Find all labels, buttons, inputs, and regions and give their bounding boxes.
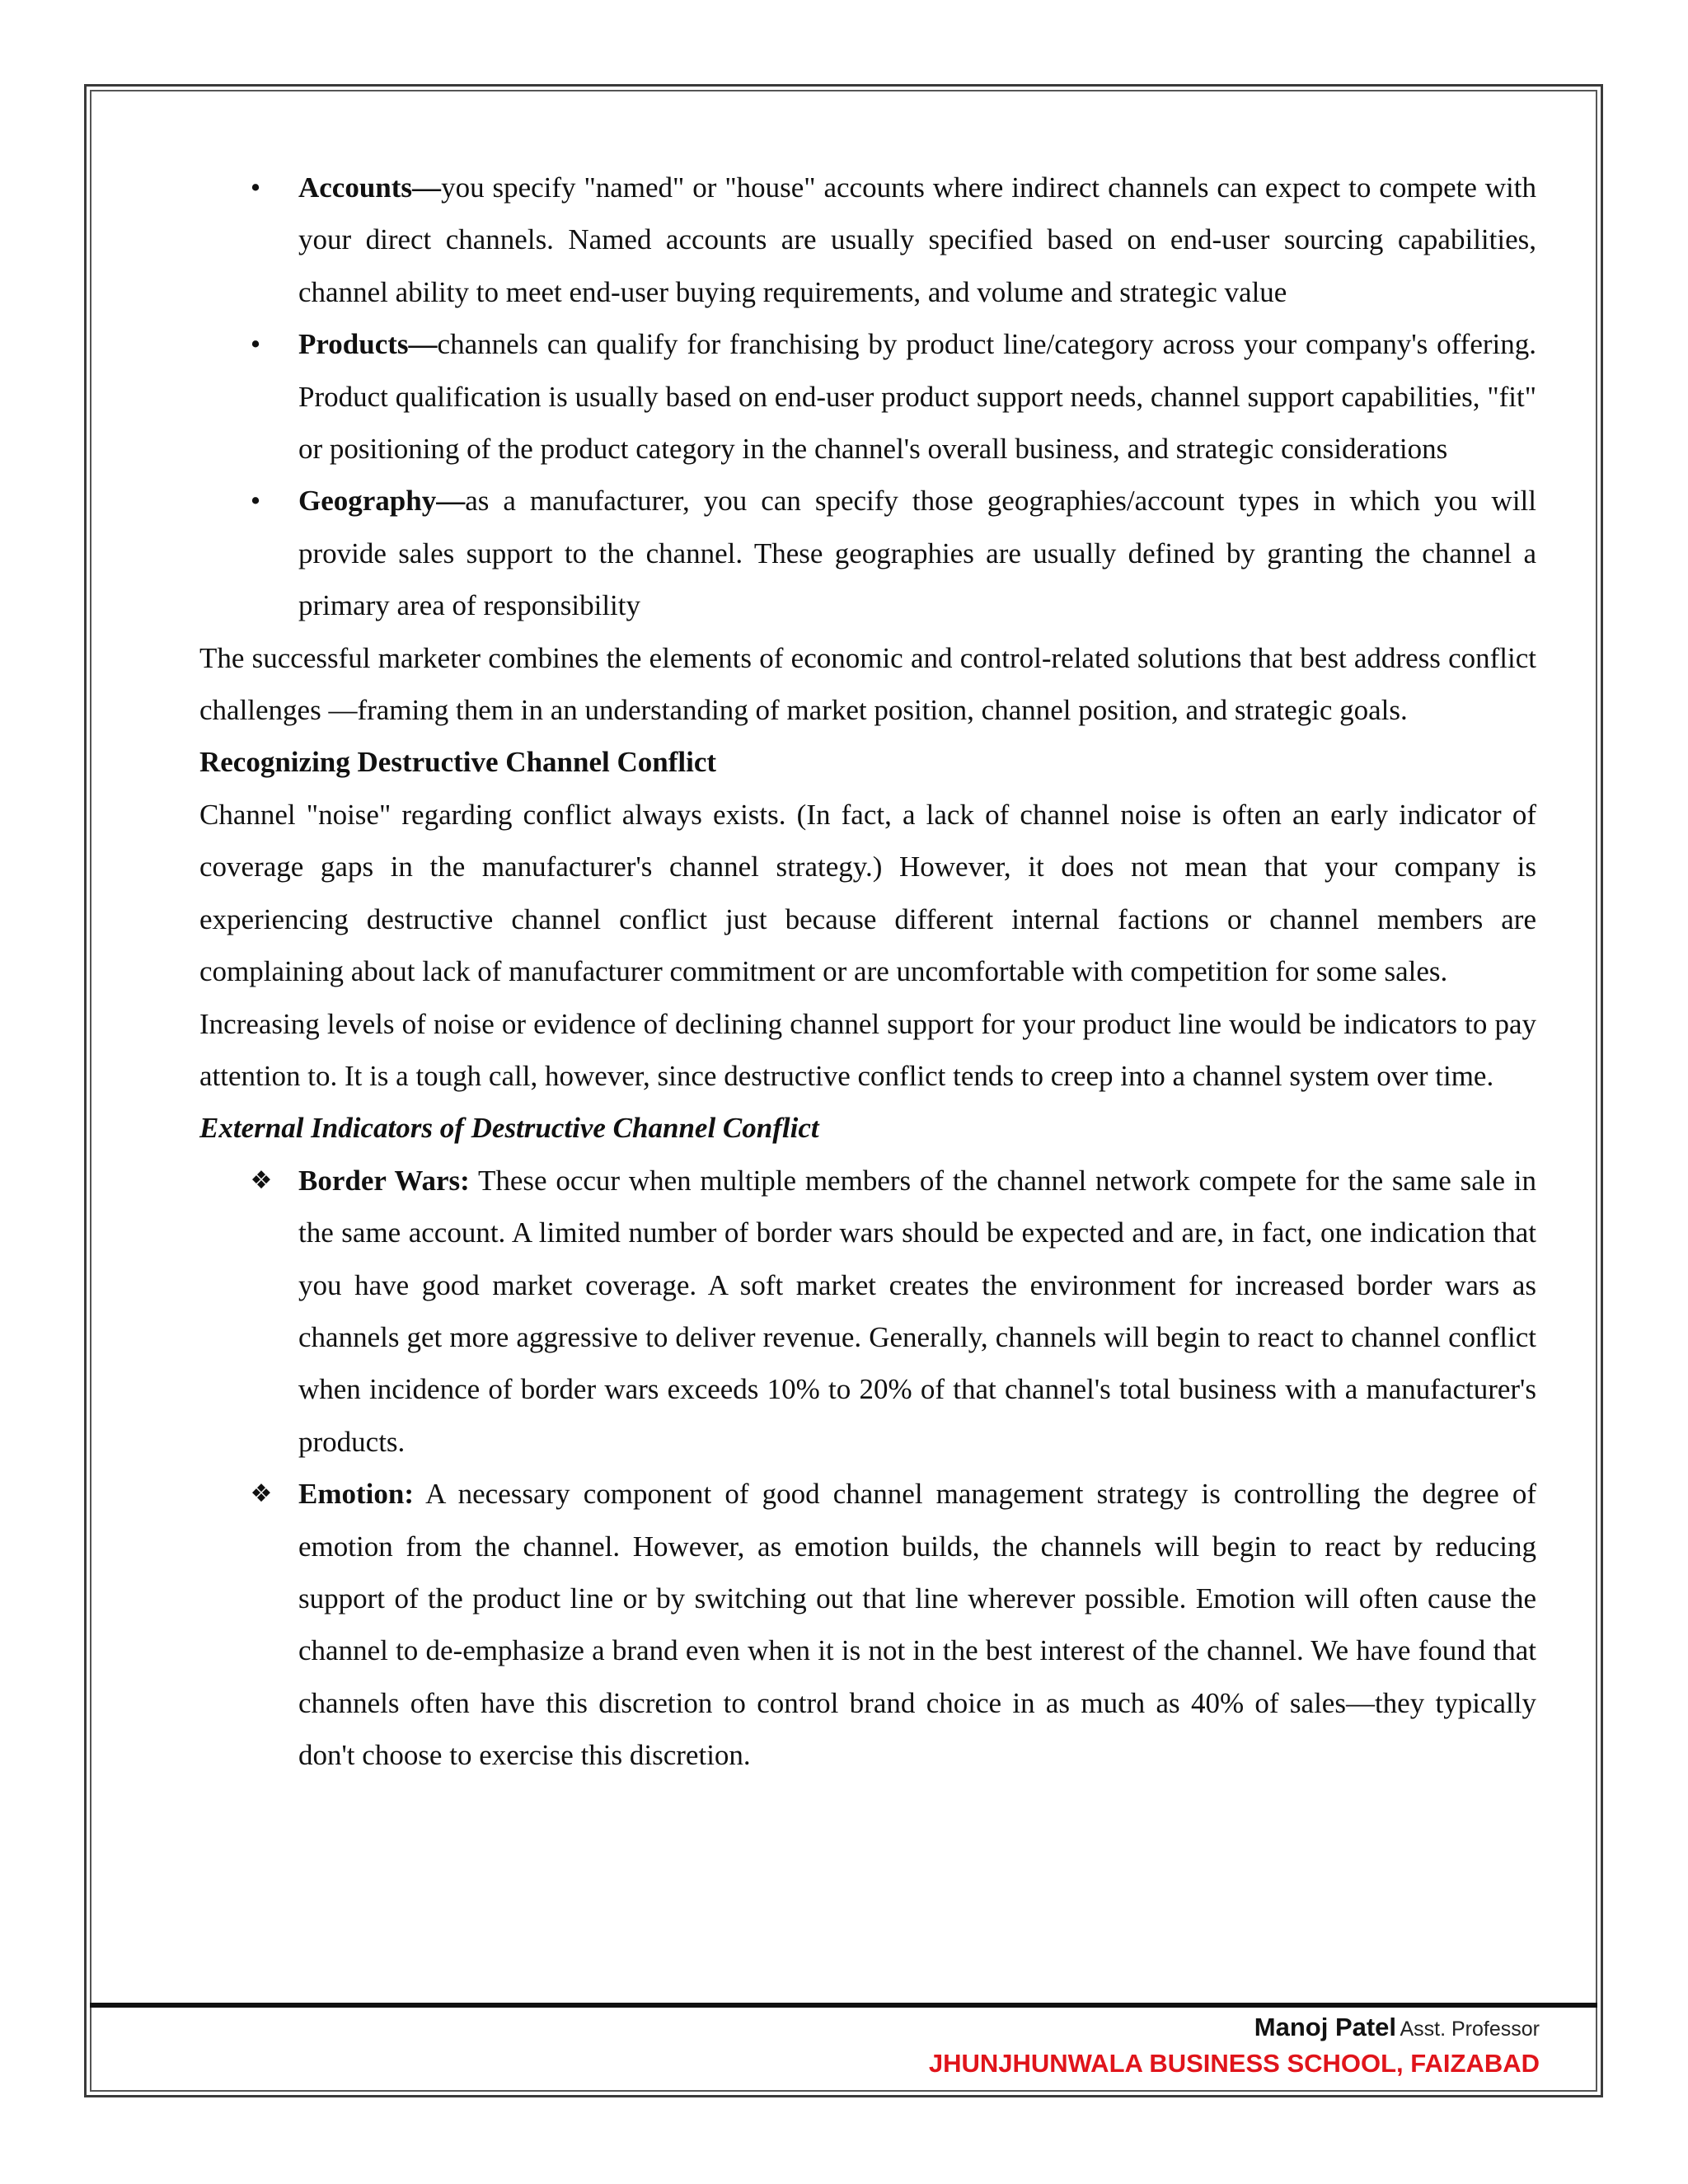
author-role: Asst. Professor — [1400, 2018, 1540, 2041]
list-item-emotion — [199, 1468, 1536, 1781]
indicator-text: These occur when multiple members of the channel network compete for the same sale in the same account. A limited number of border wars should be expected and are, in fact, one indication that you have good market coverage. A soft market creates the environment for increased border wars as channels get more aggressive to deliver revenue. Generally, channels will begin to react to channel conflict when incidence of border wars exceeds 10% to 20% of that channel's total business with a manufacturer's products. — [298, 1164, 1536, 1458]
franchise-criteria-list — [199, 162, 1536, 632]
summary-paragraph: The successful marketer combines the elements of economic and control-related solutions that best address conflict challenges —framing them in an understanding of market position, channel position, and strategic goals. — [199, 641, 1536, 727]
bullet-term: Accounts— — [298, 171, 442, 204]
indicator-term: Border Wars: — [298, 1164, 470, 1197]
footer — [929, 2009, 1540, 2082]
bullet-text: as a manufacturer, you can specify those geographies/account types in which you will provide sales support to the channel. These geographies are usually defined by granting the channel a primary area of responsibility — [298, 485, 1536, 622]
paragraph-noise: Channel "noise" regarding conflict always exists. (In fact, a lack of channel noise is often an early indicator of coverage gaps in the manufacturer's channel strategy.) However, it does not mean that your company is experiencing destructive channel conflict just because different internal factions or channel members are complaining about lack of manufacturer commitment or are uncomfortable with competition for some sales. — [199, 798, 1536, 988]
subheading: External Indicators of Destructive Channel Conflict — [199, 1112, 819, 1145]
bullet-dot-icon: • — [250, 171, 261, 204]
indicator-term: Emotion: — [298, 1478, 414, 1511]
indicator-list — [199, 1155, 1536, 1782]
diamond-bullet-icon: ❖ — [250, 1165, 273, 1195]
author-line — [929, 2009, 1540, 2046]
footer-divider — [90, 2003, 1597, 2008]
bullet-term: Products— — [298, 328, 438, 361]
school-name: JHUNJHUNWALA BUSINESS SCHOOL, FAIZABAD — [928, 2049, 1540, 2078]
bullet-text: channels can qualify for franchising by product line/category across your company's offering. Product qualification is usually based on end-user product support needs, channel support capabilities, "fit" or positioning of the product category in the channel's overall business, and strategic considerations — [298, 328, 1536, 466]
section-heading: Recognizing Destructive Channel Conflict — [199, 746, 717, 779]
bullet-term: Geography— — [298, 485, 466, 518]
bullet-dot-icon: • — [250, 485, 261, 518]
paragraph-increasing: Increasing levels of noise or evidence of declining channel support for your product line would be indicators to pay attention to. It is a tough call, however, since destructive conflict tends to creep into a channel system over time. — [199, 1007, 1536, 1092]
list-item-geography — [199, 475, 1536, 631]
author-name: Manoj Patel — [1254, 2013, 1397, 2041]
diamond-bullet-icon: ❖ — [250, 1479, 273, 1509]
list-item-products — [199, 318, 1536, 475]
document-body — [199, 162, 1536, 1782]
indicator-text: A necessary component of good channel management strategy is controlling the degree of emotion from the channel. However, as emotion builds, the channels will begin to react by reducing support of the product line or by switching out that line wherever possible. Emotion will often cause the channel to de-emphasize a brand even when it is not in the best interest of the channel. We have found that channels often have this discretion to control brand choice in as much as 40% of sales—they typically don't choose to exercise this discretion. — [298, 1478, 1536, 1772]
list-item-border-wars — [199, 1155, 1536, 1468]
list-item-accounts — [199, 162, 1536, 318]
bullet-dot-icon: • — [250, 328, 261, 361]
bullet-text: you specify "named" or "house" accounts where indirect channels can expect to compete with your direct channels. Named accounts are usually specified based on end-user sourcing capabilities, channel ability to meet end-user buying requirements, and volume and strategic value — [298, 171, 1536, 308]
